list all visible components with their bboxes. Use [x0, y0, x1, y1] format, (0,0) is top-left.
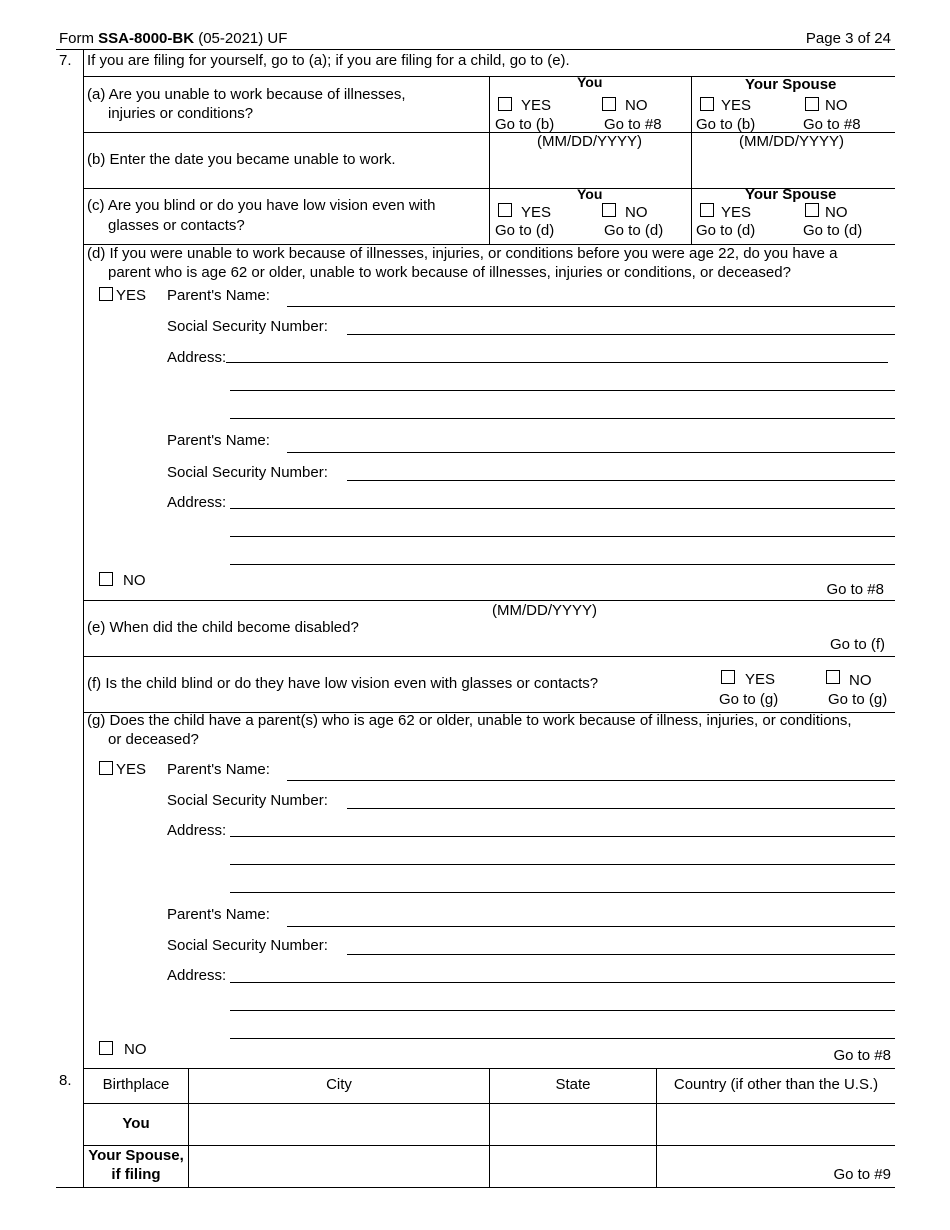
q7g-yes-label: YES [116, 761, 147, 778]
q7d-parent1-address-label: Address: [167, 349, 227, 366]
q7g-parent2-ssn-field[interactable] [347, 954, 895, 955]
q7c-spouse-no-go: Go to (d) [803, 222, 863, 239]
q7g-no-go: Go to #8 [833, 1047, 891, 1064]
q7c-spouse-no-label: NO [825, 204, 848, 221]
q7g-parent1-address-line3[interactable] [230, 892, 895, 893]
q7a-you-yes-label: YES [521, 97, 552, 114]
q7a-line2: injuries or conditions? [108, 105, 254, 122]
q7b-spouse-date-input[interactable] [694, 152, 892, 186]
q8-header-state: State [555, 1076, 591, 1093]
q7e-go: Go to (f) [829, 636, 885, 653]
q7c-you-no-go: Go to (d) [604, 222, 664, 239]
q7d-no-go: Go to #8 [826, 581, 884, 598]
q7d-parent1-address-line1[interactable] [226, 362, 888, 363]
q8-you-city-input[interactable] [190, 1105, 488, 1144]
q7f-no-label: NO [849, 672, 872, 689]
q7c-you-yes-go: Go to (d) [495, 222, 555, 239]
q7b-you-date-format: (MM/DD/YYYY) [537, 133, 642, 150]
q7g-no-checkbox[interactable] [99, 1041, 113, 1055]
q7g-no-label: NO [124, 1041, 147, 1058]
q7d-parent1-name-label: Parent's Name: [167, 287, 270, 304]
q7c-you-no-checkbox[interactable] [602, 203, 616, 217]
q8-header-country: Country (if other than the U.S.) [673, 1076, 879, 1093]
question-7-number: 7. [59, 52, 72, 69]
q7a-you-no-checkbox[interactable] [602, 97, 616, 111]
rule [83, 600, 895, 601]
q8-row-spouse-line1: Your Spouse, [88, 1147, 184, 1164]
q7a-spouse-no-checkbox[interactable] [805, 97, 819, 111]
q7g-parent2-address-label: Address: [167, 967, 227, 984]
q7d-parent1-address-line3[interactable] [230, 418, 895, 419]
q7f-no-go: Go to (g) [828, 691, 888, 708]
q8-header-birthplace: Birthplace [102, 1076, 170, 1093]
form-suffix: (05-2021) UF [194, 30, 288, 47]
q7g-parent2-ssn-label: Social Security Number: [167, 937, 328, 954]
q7c-line2: glasses or contacts? [108, 217, 245, 234]
q7g-parent1-ssn-label: Social Security Number: [167, 792, 328, 809]
q7c-you-no-label: NO [625, 204, 648, 221]
q7d-parent1-address-line2[interactable] [230, 390, 895, 391]
q7f-yes-label: YES [745, 671, 776, 688]
q7d-parent1-ssn-label: Social Security Number: [167, 318, 328, 335]
q7g-parent1-name-label: Parent's Name: [167, 761, 270, 778]
q8-you-state-input[interactable] [491, 1105, 655, 1144]
q7c-spouse-yes-go: Go to (d) [696, 222, 756, 239]
question-8-number: 8. [59, 1072, 72, 1089]
col-header-you-a: You [577, 74, 603, 90]
q7d-no-label: NO [123, 572, 146, 589]
q7d-parent2-ssn-field[interactable] [347, 480, 895, 481]
q7b-you-date-input[interactable] [492, 152, 687, 186]
rule [83, 656, 895, 657]
q7g-line2: or deceased? [108, 731, 199, 748]
col-header-you-c: You [577, 186, 603, 202]
q7c-you-yes-label: YES [521, 204, 552, 221]
q7d-no-checkbox[interactable] [99, 572, 113, 586]
q7a-spouse-yes-checkbox[interactable] [700, 97, 714, 111]
q7g-parent2-name-field[interactable] [287, 926, 895, 927]
q7g-parent2-address-line2[interactable] [230, 1010, 895, 1011]
q7d-parent1-ssn-field[interactable] [347, 334, 895, 335]
q8-go: Go to #9 [833, 1166, 891, 1183]
form-prefix: Form [59, 30, 99, 47]
q7g-parent1-name-field[interactable] [287, 780, 895, 781]
q7c-spouse-no-checkbox[interactable] [805, 203, 819, 217]
q7e-date-format: (MM/DD/YYYY) [492, 602, 597, 619]
rule [83, 1103, 895, 1104]
q7g-parent1-address-label: Address: [167, 822, 227, 839]
q7c-spouse-yes-label: YES [721, 204, 752, 221]
col-header-spouse-a: Your Spouse [745, 76, 837, 93]
q7d-yes-checkbox[interactable] [99, 287, 113, 301]
q7f-yes-checkbox[interactable] [721, 670, 735, 684]
q7a-you-no-label: NO [625, 97, 648, 114]
q7f-no-checkbox[interactable] [826, 670, 840, 684]
q7a-line1: (a) Are you unable to work because of illnesses, [87, 86, 406, 103]
q7-intro: If you are filing for yourself, go to (a); if you are filing for a child, go to (e). [87, 52, 570, 69]
q7d-parent2-address-line2[interactable] [230, 536, 895, 537]
q8-header-city: City [326, 1076, 352, 1093]
q7g-parent2-name-label: Parent's Name: [167, 906, 270, 923]
q7f-label: (f) Is the child blind or do they have low vision even with glasses or contacts? [87, 675, 599, 692]
page-number: Page 3 of 24 [805, 30, 891, 47]
q7g-parent1-address-line2[interactable] [230, 864, 895, 865]
q7d-parent1-name-field[interactable] [287, 306, 895, 307]
q8-spouse-state-input[interactable] [491, 1147, 655, 1186]
q7a-spouse-yes-go: Go to (b) [696, 116, 756, 133]
q7c-you-yes-checkbox[interactable] [498, 203, 512, 217]
q8-row-you: You [122, 1115, 150, 1132]
q7b-label: (b) Enter the date you became unable to work. [87, 151, 396, 168]
q7a-you-yes-checkbox[interactable] [498, 97, 512, 111]
q7c-line1: (c) Are you blind or do you have low vision even with [87, 197, 436, 214]
q7a-you-no-go: Go to #8 [604, 116, 662, 133]
q7g-parent1-address-line1[interactable] [230, 836, 895, 837]
q8-spouse-city-input[interactable] [190, 1147, 488, 1186]
q7g-yes-checkbox[interactable] [99, 761, 113, 775]
q7d-parent2-ssn-label: Social Security Number: [167, 464, 328, 481]
q7d-parent2-name-field[interactable] [287, 452, 895, 453]
bottom-rule [56, 1187, 895, 1188]
q7g-parent2-address-line3[interactable] [230, 1038, 895, 1039]
q7a-spouse-no-label: NO [825, 97, 848, 114]
q7e-date-input[interactable] [490, 620, 690, 650]
q7a-spouse-yes-label: YES [721, 97, 752, 114]
q7f-yes-go: Go to (g) [719, 691, 779, 708]
q7g-line1: (g) Does the child have a parent(s) who is age 62 or older, unable to work because of illness, injuries, or conditions, [87, 712, 852, 729]
q7d-parent2-address-line3[interactable] [230, 564, 895, 565]
q7d-line1: (d) If you were unable to work because of illnesses, injuries, or conditions before you were age 22, do you have a [87, 245, 838, 262]
q7g-parent2-address-line1[interactable] [230, 982, 895, 983]
q7-left-border [83, 49, 84, 1068]
rule [83, 1145, 895, 1146]
rule [691, 76, 692, 244]
q7e-label: (e) When did the child become disabled? [87, 619, 359, 636]
q8-you-country-input[interactable] [658, 1105, 894, 1144]
q7a-spouse-no-go: Go to #8 [803, 116, 861, 133]
form-id [59, 30, 287, 47]
form-code: SSA-8000-BK [98, 30, 195, 47]
q7d-parent2-name-label: Parent's Name: [167, 432, 270, 449]
q7c-spouse-yes-checkbox[interactable] [700, 203, 714, 217]
q7d-parent2-address-line1[interactable] [230, 508, 895, 509]
header-rule [56, 49, 895, 50]
col-header-spouse-c: Your Spouse [745, 186, 837, 203]
q7d-line2: parent who is age 62 or older, unable to work because of illnesses, injuries or conditions, or deceased? [108, 264, 791, 281]
q8-row-spouse-line2: if filing [111, 1166, 161, 1183]
q7g-parent1-ssn-field[interactable] [347, 808, 895, 809]
q7a-you-yes-go: Go to (b) [495, 116, 555, 133]
q7d-yes-label: YES [116, 287, 147, 304]
q7d-parent2-address-label: Address: [167, 494, 227, 511]
rule [489, 76, 490, 244]
q7b-spouse-date-format: (MM/DD/YYYY) [739, 133, 844, 150]
